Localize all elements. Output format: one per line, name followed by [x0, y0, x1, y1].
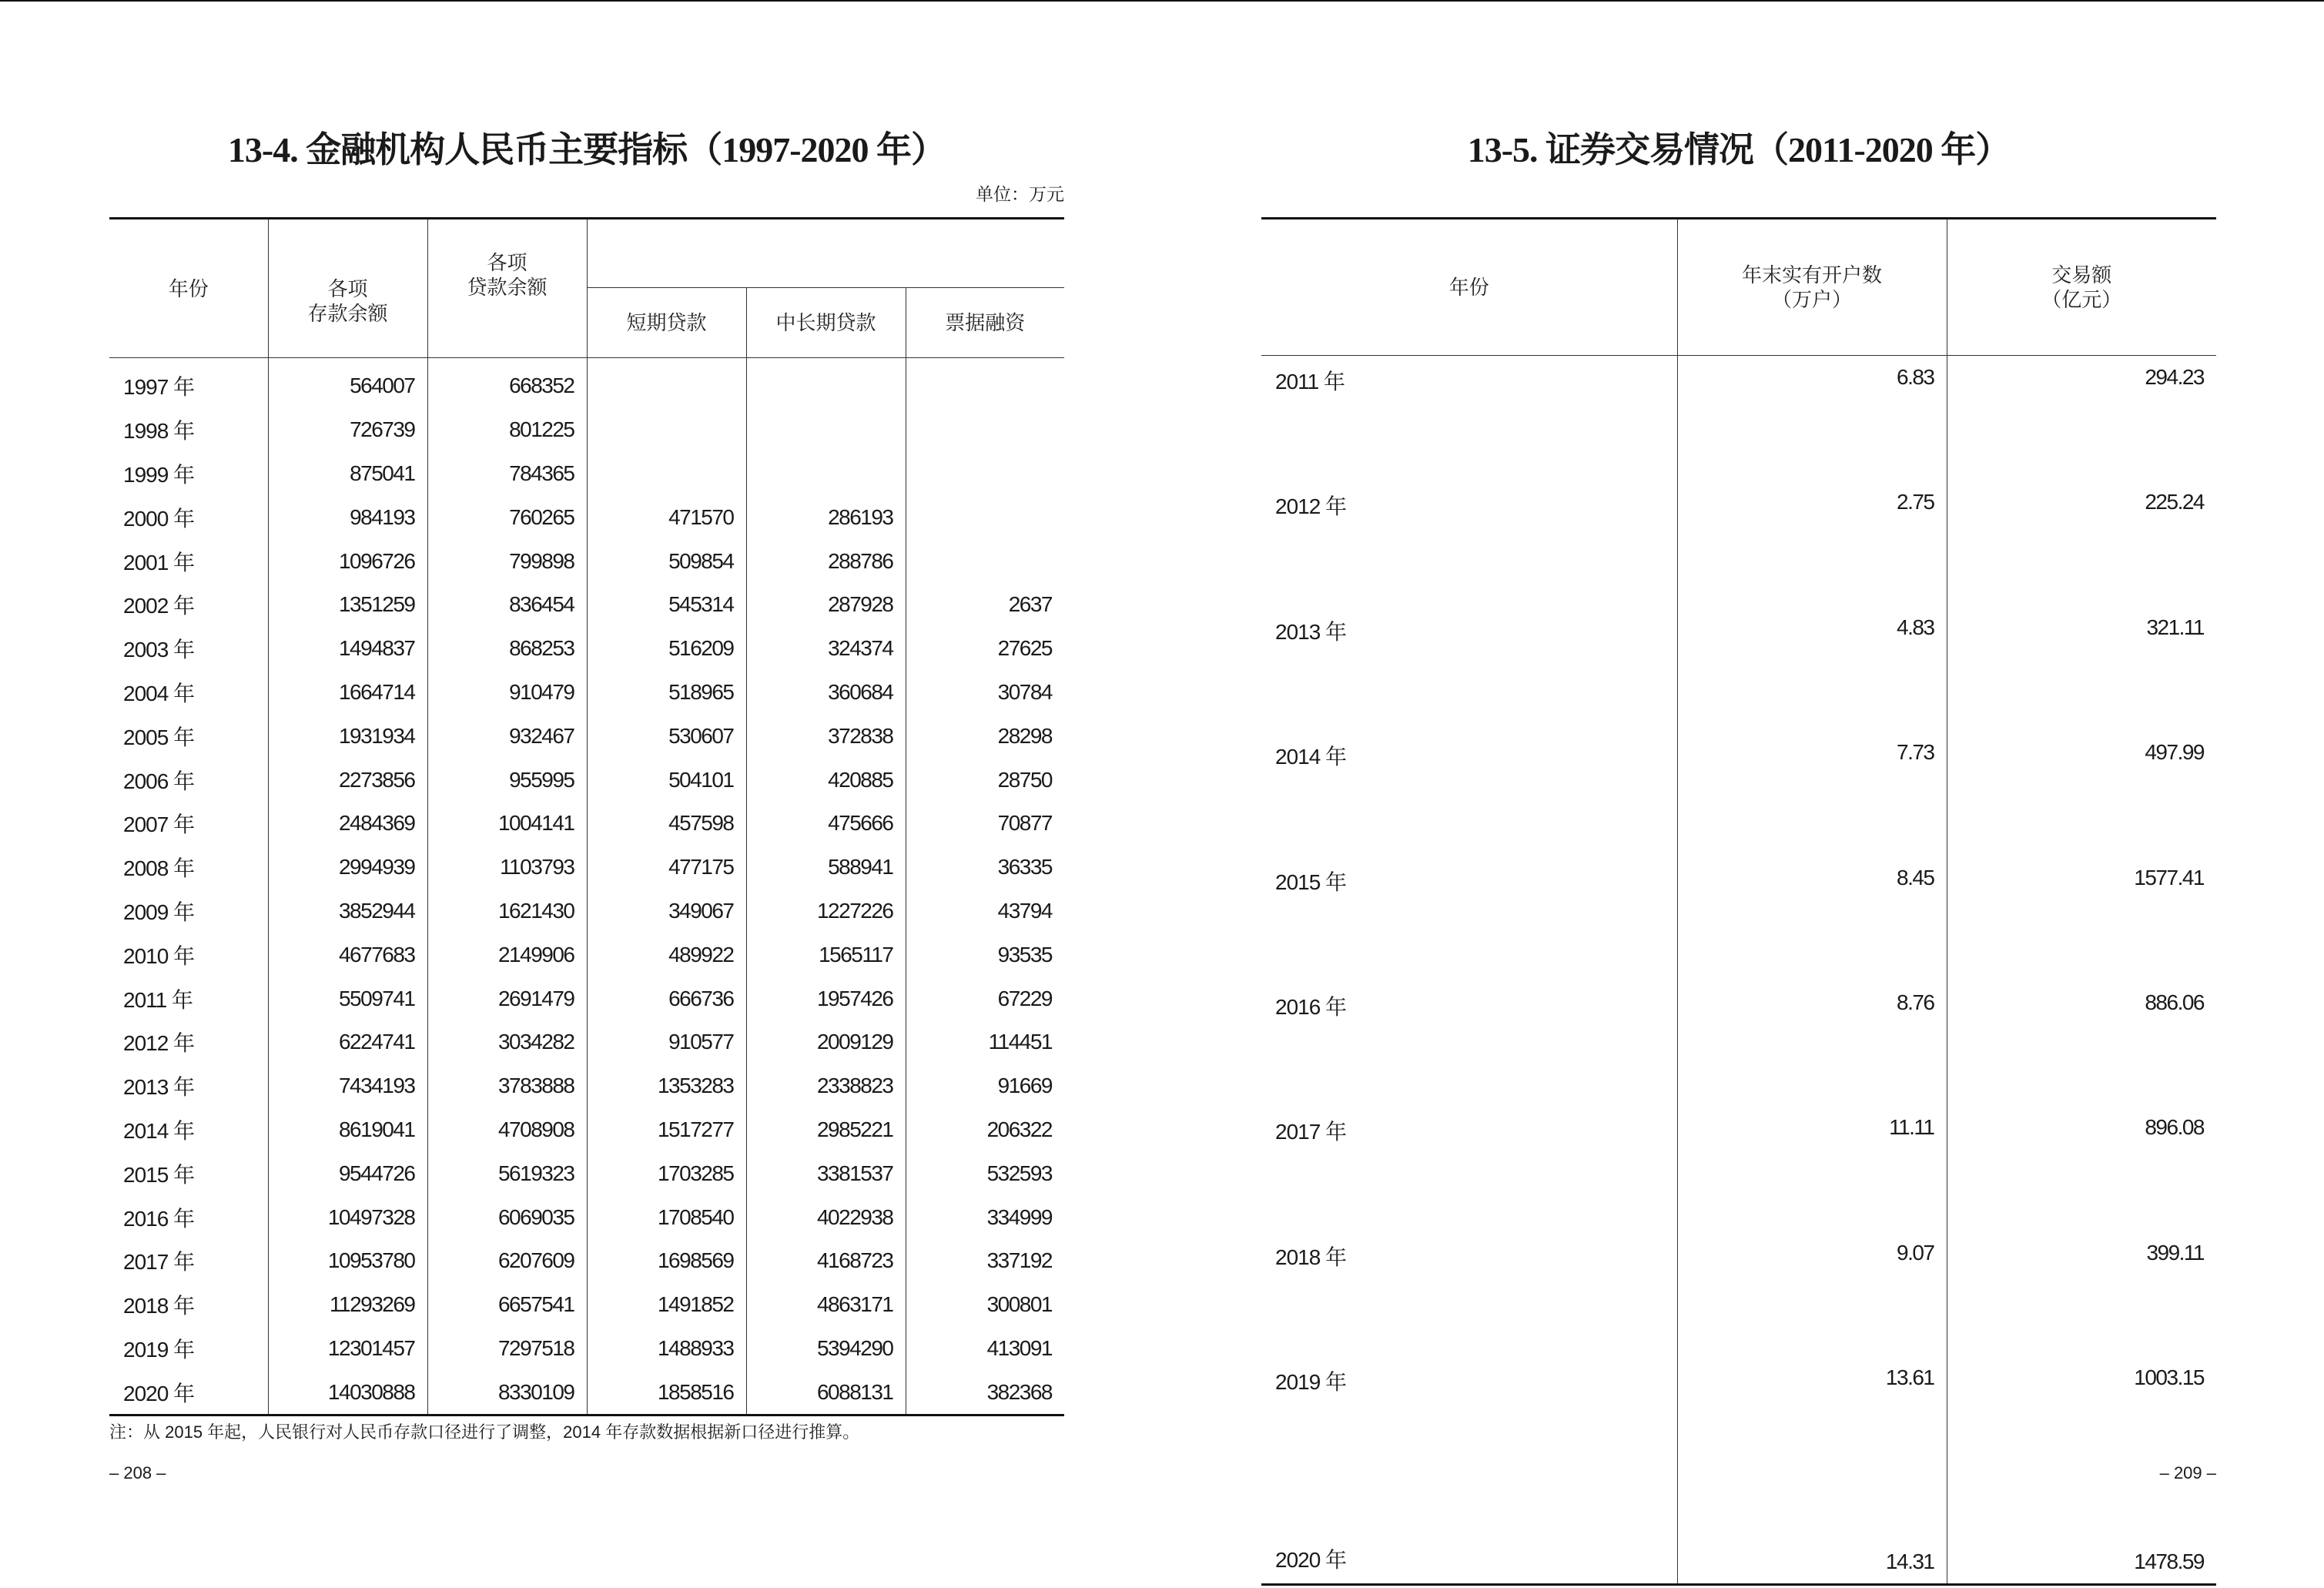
- value-cell: 3852944: [268, 889, 427, 933]
- header-bill-financing: [906, 288, 1064, 358]
- value-cell: 1664714: [268, 671, 427, 715]
- header-loan-breakdown-group: [587, 219, 1064, 288]
- table-row: [1261, 731, 2216, 856]
- page-title: 13-5. 证券交易情况（2011-2020 年）: [1467, 130, 2011, 169]
- value-cell: 1096726: [268, 539, 427, 583]
- value-cell: 2338823: [746, 1064, 906, 1108]
- value-cell: 509854: [587, 539, 746, 583]
- header-mid-long-term: [746, 288, 906, 358]
- value-cell: 1858516: [587, 1370, 746, 1415]
- value-cell: 668352: [427, 358, 587, 408]
- table-row: [109, 758, 1064, 802]
- value-cell: 1478.59: [1947, 1482, 2216, 1585]
- value-cell: 4863171: [746, 1283, 906, 1327]
- value-cell: 286193: [746, 495, 906, 539]
- year-cell: 2006 年: [109, 758, 268, 802]
- value-cell: 1708540: [587, 1195, 746, 1239]
- value-cell: 28298: [906, 714, 1064, 758]
- value-cell: 1227226: [746, 889, 906, 933]
- value-cell: 6224741: [268, 1020, 427, 1064]
- header-deposits-label: 各项 存款余额: [307, 276, 388, 325]
- value-cell: 801225: [427, 408, 587, 452]
- value-cell: 14.31: [1677, 1482, 1947, 1585]
- year-cell: 2010 年: [109, 933, 268, 977]
- unit-label: 单位：万元: [976, 184, 1064, 204]
- value-cell: 3381537: [746, 1151, 906, 1195]
- header-loans-label: 各项 贷款余额: [467, 250, 548, 299]
- year-cell: 2014 年: [109, 1108, 268, 1152]
- year-cell: 2013 年: [109, 1064, 268, 1108]
- table-row: [109, 1195, 1064, 1239]
- table-row: [109, 889, 1064, 933]
- value-cell: 955995: [427, 758, 587, 802]
- value-cell: 360684: [746, 671, 906, 715]
- year-cell: 2000 年: [109, 495, 268, 539]
- value-cell: 399.11: [1947, 1231, 2216, 1356]
- header-trading-volume: [1947, 219, 2216, 356]
- year-cell: 2004 年: [109, 671, 268, 715]
- value-cell: 532593: [906, 1151, 1064, 1195]
- header-short-label: 短期贷款: [626, 311, 707, 334]
- value-cell: 6657541: [427, 1283, 587, 1327]
- table-row: [109, 408, 1064, 452]
- year-cell: 1998 年: [109, 408, 268, 452]
- year-cell: 2019 年: [1275, 1370, 1347, 1395]
- table-row: [1261, 606, 2216, 731]
- header-midlong-label: 中长期贷款: [775, 311, 876, 334]
- value-cell: 67229: [906, 977, 1064, 1020]
- value-cell: 27625: [906, 627, 1064, 671]
- year-cell: 1999 年: [109, 452, 268, 496]
- table-row: [109, 539, 1064, 583]
- page-title: 13-4. 金融机构人民币主要指标（1997-2020 年）: [227, 130, 946, 169]
- value-cell: 1957426: [746, 977, 906, 1020]
- value-cell: 206322: [906, 1108, 1064, 1152]
- value-cell: 518965: [587, 671, 746, 715]
- value-cell: 7297518: [427, 1327, 587, 1371]
- header-volume-label: 交易额 （亿元）: [2041, 263, 2122, 311]
- value-cell: 516209: [587, 627, 746, 671]
- value-cell: 7.73: [1677, 731, 1947, 856]
- value-cell: 4022938: [746, 1195, 906, 1239]
- value-cell: [587, 358, 746, 408]
- table-row: [109, 977, 1064, 1020]
- value-cell: 4708908: [427, 1108, 587, 1152]
- value-cell: 2.75: [1677, 481, 1947, 605]
- value-cell: [746, 452, 906, 496]
- table-row: [1261, 356, 2216, 481]
- value-cell: 875041: [268, 452, 427, 496]
- table-row: [109, 495, 1064, 539]
- header-year: [109, 219, 268, 358]
- value-cell: 1004141: [427, 802, 587, 846]
- value-cell: 324374: [746, 627, 906, 671]
- table-row: [109, 1327, 1064, 1371]
- value-cell: 6069035: [427, 1195, 587, 1239]
- value-cell: 2273856: [268, 758, 427, 802]
- value-cell: 2637: [906, 583, 1064, 627]
- table-row: [1261, 856, 2216, 981]
- page-number: – 209 –: [2159, 1463, 2216, 1482]
- table-row: [109, 1151, 1064, 1195]
- value-cell: 288786: [746, 539, 906, 583]
- year-cell: 2011 年: [109, 977, 268, 1020]
- value-cell: 2691479: [427, 977, 587, 1020]
- securities-trading-table: [1261, 217, 2216, 1586]
- value-cell: 30784: [906, 671, 1064, 715]
- value-cell: 372838: [746, 714, 906, 758]
- value-cell: [587, 452, 746, 496]
- table-row: [1261, 1356, 2216, 1481]
- value-cell: 886.06: [1947, 981, 2216, 1106]
- value-cell: 489922: [587, 933, 746, 977]
- value-cell: 6088131: [746, 1370, 906, 1415]
- header-bill-label: 票据融资: [945, 311, 1026, 334]
- table-row: [109, 671, 1064, 715]
- header-year-label: 年份: [1448, 276, 1489, 299]
- year-cell: 2015 年: [109, 1151, 268, 1195]
- header-accounts: [1677, 219, 1947, 356]
- value-cell: 475666: [746, 802, 906, 846]
- value-cell: 70877: [906, 802, 1064, 846]
- header-accounts-label: 年末实有开户数 （万户）: [1741, 263, 1882, 311]
- value-cell: 11293269: [268, 1283, 427, 1327]
- value-cell: 1621430: [427, 889, 587, 933]
- value-cell: 287928: [746, 583, 906, 627]
- value-cell: [906, 495, 1064, 539]
- value-cell: 9.07: [1677, 1231, 1947, 1356]
- year-cell: 2005 年: [109, 714, 268, 758]
- year-cell: 2020 年: [109, 1370, 268, 1415]
- value-cell: 8.76: [1677, 981, 1947, 1106]
- year-cell: 2011 年: [1275, 370, 1345, 394]
- value-cell: [587, 408, 746, 452]
- footnote: 注：从 2015 年起，人民银行对人民币存款口径进行了调整，2014 年存款数据根据新口径进行推算。: [109, 1422, 860, 1442]
- value-cell: 1494837: [268, 627, 427, 671]
- value-cell: 36335: [906, 846, 1064, 889]
- value-cell: 1565117: [746, 933, 906, 977]
- year-cell: 2020 年: [1275, 1547, 1347, 1572]
- value-cell: 784365: [427, 452, 587, 496]
- year-cell: 1997 年: [109, 358, 268, 408]
- value-cell: 8619041: [268, 1108, 427, 1152]
- value-cell: 9544726: [268, 1151, 427, 1195]
- value-cell: 896.08: [1947, 1106, 2216, 1231]
- value-cell: 910479: [427, 671, 587, 715]
- value-cell: 225.24: [1947, 481, 2216, 605]
- value-cell: 545314: [587, 583, 746, 627]
- value-cell: 1103793: [427, 846, 587, 889]
- value-cell: 984193: [268, 495, 427, 539]
- value-cell: 93535: [906, 933, 1064, 977]
- financial-indicators-table: [109, 217, 1064, 1416]
- table-row: [109, 1108, 1064, 1152]
- value-cell: [906, 539, 1064, 583]
- table-row: [1261, 1482, 2216, 1585]
- value-cell: 504101: [587, 758, 746, 802]
- table-row: [109, 1283, 1064, 1327]
- year-cell: 2017 年: [109, 1239, 268, 1283]
- value-cell: 2985221: [746, 1108, 906, 1152]
- table-row: [109, 1239, 1064, 1283]
- value-cell: 4.83: [1677, 606, 1947, 731]
- value-cell: 530607: [587, 714, 746, 758]
- year-cell: 2012 年: [1275, 494, 1347, 519]
- header-year-label: 年份: [168, 276, 209, 300]
- value-cell: 1351259: [268, 583, 427, 627]
- year-cell: 2018 年: [1275, 1245, 1347, 1269]
- value-cell: 413091: [906, 1327, 1064, 1371]
- value-cell: 836454: [427, 583, 587, 627]
- year-cell: 2019 年: [109, 1327, 268, 1371]
- table-row: [109, 452, 1064, 496]
- table-row: [1261, 481, 2216, 605]
- value-cell: 1353283: [587, 1064, 746, 1108]
- value-cell: 471570: [587, 495, 746, 539]
- year-cell: 2002 年: [109, 583, 268, 627]
- value-cell: 4168723: [746, 1239, 906, 1283]
- value-cell: 5509741: [268, 977, 427, 1020]
- value-cell: 497.99: [1947, 731, 2216, 856]
- value-cell: 321.11: [1947, 606, 2216, 731]
- year-cell: 2016 年: [1275, 994, 1347, 1019]
- table-row: [109, 846, 1064, 889]
- value-cell: 1003.15: [1947, 1356, 2216, 1481]
- header-short-term: [587, 288, 746, 358]
- table-row: [109, 627, 1064, 671]
- value-cell: 932467: [427, 714, 587, 758]
- table-row: [109, 802, 1064, 846]
- value-cell: 43794: [906, 889, 1064, 933]
- year-cell: 2018 年: [109, 1283, 268, 1327]
- year-cell: 2017 年: [1275, 1120, 1347, 1144]
- value-cell: 382368: [906, 1370, 1064, 1415]
- value-cell: 8.45: [1677, 856, 1947, 981]
- year-cell: 2012 年: [109, 1020, 268, 1064]
- value-cell: 1577.41: [1947, 856, 2216, 981]
- header-deposits: [268, 219, 427, 358]
- value-cell: 349067: [587, 889, 746, 933]
- value-cell: 11.11: [1677, 1106, 1947, 1231]
- year-cell: 2014 年: [1275, 745, 1347, 769]
- table-row: [109, 1370, 1064, 1415]
- value-cell: 2009129: [746, 1020, 906, 1064]
- table-row: [109, 933, 1064, 977]
- value-cell: 799898: [427, 539, 587, 583]
- value-cell: 6207609: [427, 1239, 587, 1283]
- table-row: [1261, 1106, 2216, 1231]
- table-row: [109, 358, 1064, 408]
- year-cell: 2016 年: [109, 1195, 268, 1239]
- value-cell: 4677683: [268, 933, 427, 977]
- year-cell: 2013 年: [1275, 619, 1347, 644]
- value-cell: 1698569: [587, 1239, 746, 1283]
- value-cell: 1488933: [587, 1327, 746, 1371]
- year-cell: 2015 年: [1275, 869, 1347, 894]
- value-cell: 2994939: [268, 846, 427, 889]
- value-cell: 7434193: [268, 1064, 427, 1108]
- value-cell: 28750: [906, 758, 1064, 802]
- value-cell: 1931934: [268, 714, 427, 758]
- value-cell: 13.61: [1677, 1356, 1947, 1481]
- value-cell: 3783888: [427, 1064, 587, 1108]
- value-cell: 1491852: [587, 1283, 746, 1327]
- value-cell: [746, 408, 906, 452]
- year-cell: 2003 年: [109, 627, 268, 671]
- value-cell: 1517277: [587, 1108, 746, 1152]
- value-cell: [906, 358, 1064, 408]
- value-cell: 337192: [906, 1239, 1064, 1283]
- value-cell: 564007: [268, 358, 427, 408]
- left-page: [109, 0, 1064, 1588]
- value-cell: 588941: [746, 846, 906, 889]
- page-number: – 208 –: [109, 1463, 166, 1482]
- value-cell: 10953780: [268, 1239, 427, 1283]
- value-cell: 1703285: [587, 1151, 746, 1195]
- value-cell: [906, 408, 1064, 452]
- table-row: [1261, 1231, 2216, 1356]
- value-cell: 477175: [587, 846, 746, 889]
- value-cell: 2484369: [268, 802, 427, 846]
- year-cell: 2009 年: [109, 889, 268, 933]
- year-cell: 2001 年: [109, 539, 268, 583]
- table-row: [109, 583, 1064, 627]
- value-cell: 3034282: [427, 1020, 587, 1064]
- value-cell: 868253: [427, 627, 587, 671]
- value-cell: 726739: [268, 408, 427, 452]
- table-row: [109, 1064, 1064, 1108]
- table-row: [1261, 981, 2216, 1106]
- value-cell: 910577: [587, 1020, 746, 1064]
- value-cell: 5394290: [746, 1327, 906, 1371]
- year-cell: 2007 年: [109, 802, 268, 846]
- value-cell: 300801: [906, 1283, 1064, 1327]
- value-cell: 12301457: [268, 1327, 427, 1371]
- value-cell: 114451: [906, 1020, 1064, 1064]
- value-cell: 14030888: [268, 1370, 427, 1415]
- value-cell: 10497328: [268, 1195, 427, 1239]
- header-year: [1261, 219, 1677, 356]
- table-row: [109, 1020, 1064, 1064]
- value-cell: 2149906: [427, 933, 587, 977]
- value-cell: 760265: [427, 495, 587, 539]
- value-cell: [746, 358, 906, 408]
- value-cell: 294.23: [1947, 356, 2216, 481]
- value-cell: 5619323: [427, 1151, 587, 1195]
- value-cell: 8330109: [427, 1370, 587, 1415]
- value-cell: 91669: [906, 1064, 1064, 1108]
- value-cell: 666736: [587, 977, 746, 1020]
- header-loans: [427, 219, 587, 358]
- right-page: [1261, 0, 2216, 1588]
- value-cell: 6.83: [1677, 356, 1947, 481]
- value-cell: 334999: [906, 1195, 1064, 1239]
- table-row: [109, 714, 1064, 758]
- year-cell: 2008 年: [109, 846, 268, 889]
- value-cell: 457598: [587, 802, 746, 846]
- value-cell: [906, 452, 1064, 496]
- value-cell: 420885: [746, 758, 906, 802]
